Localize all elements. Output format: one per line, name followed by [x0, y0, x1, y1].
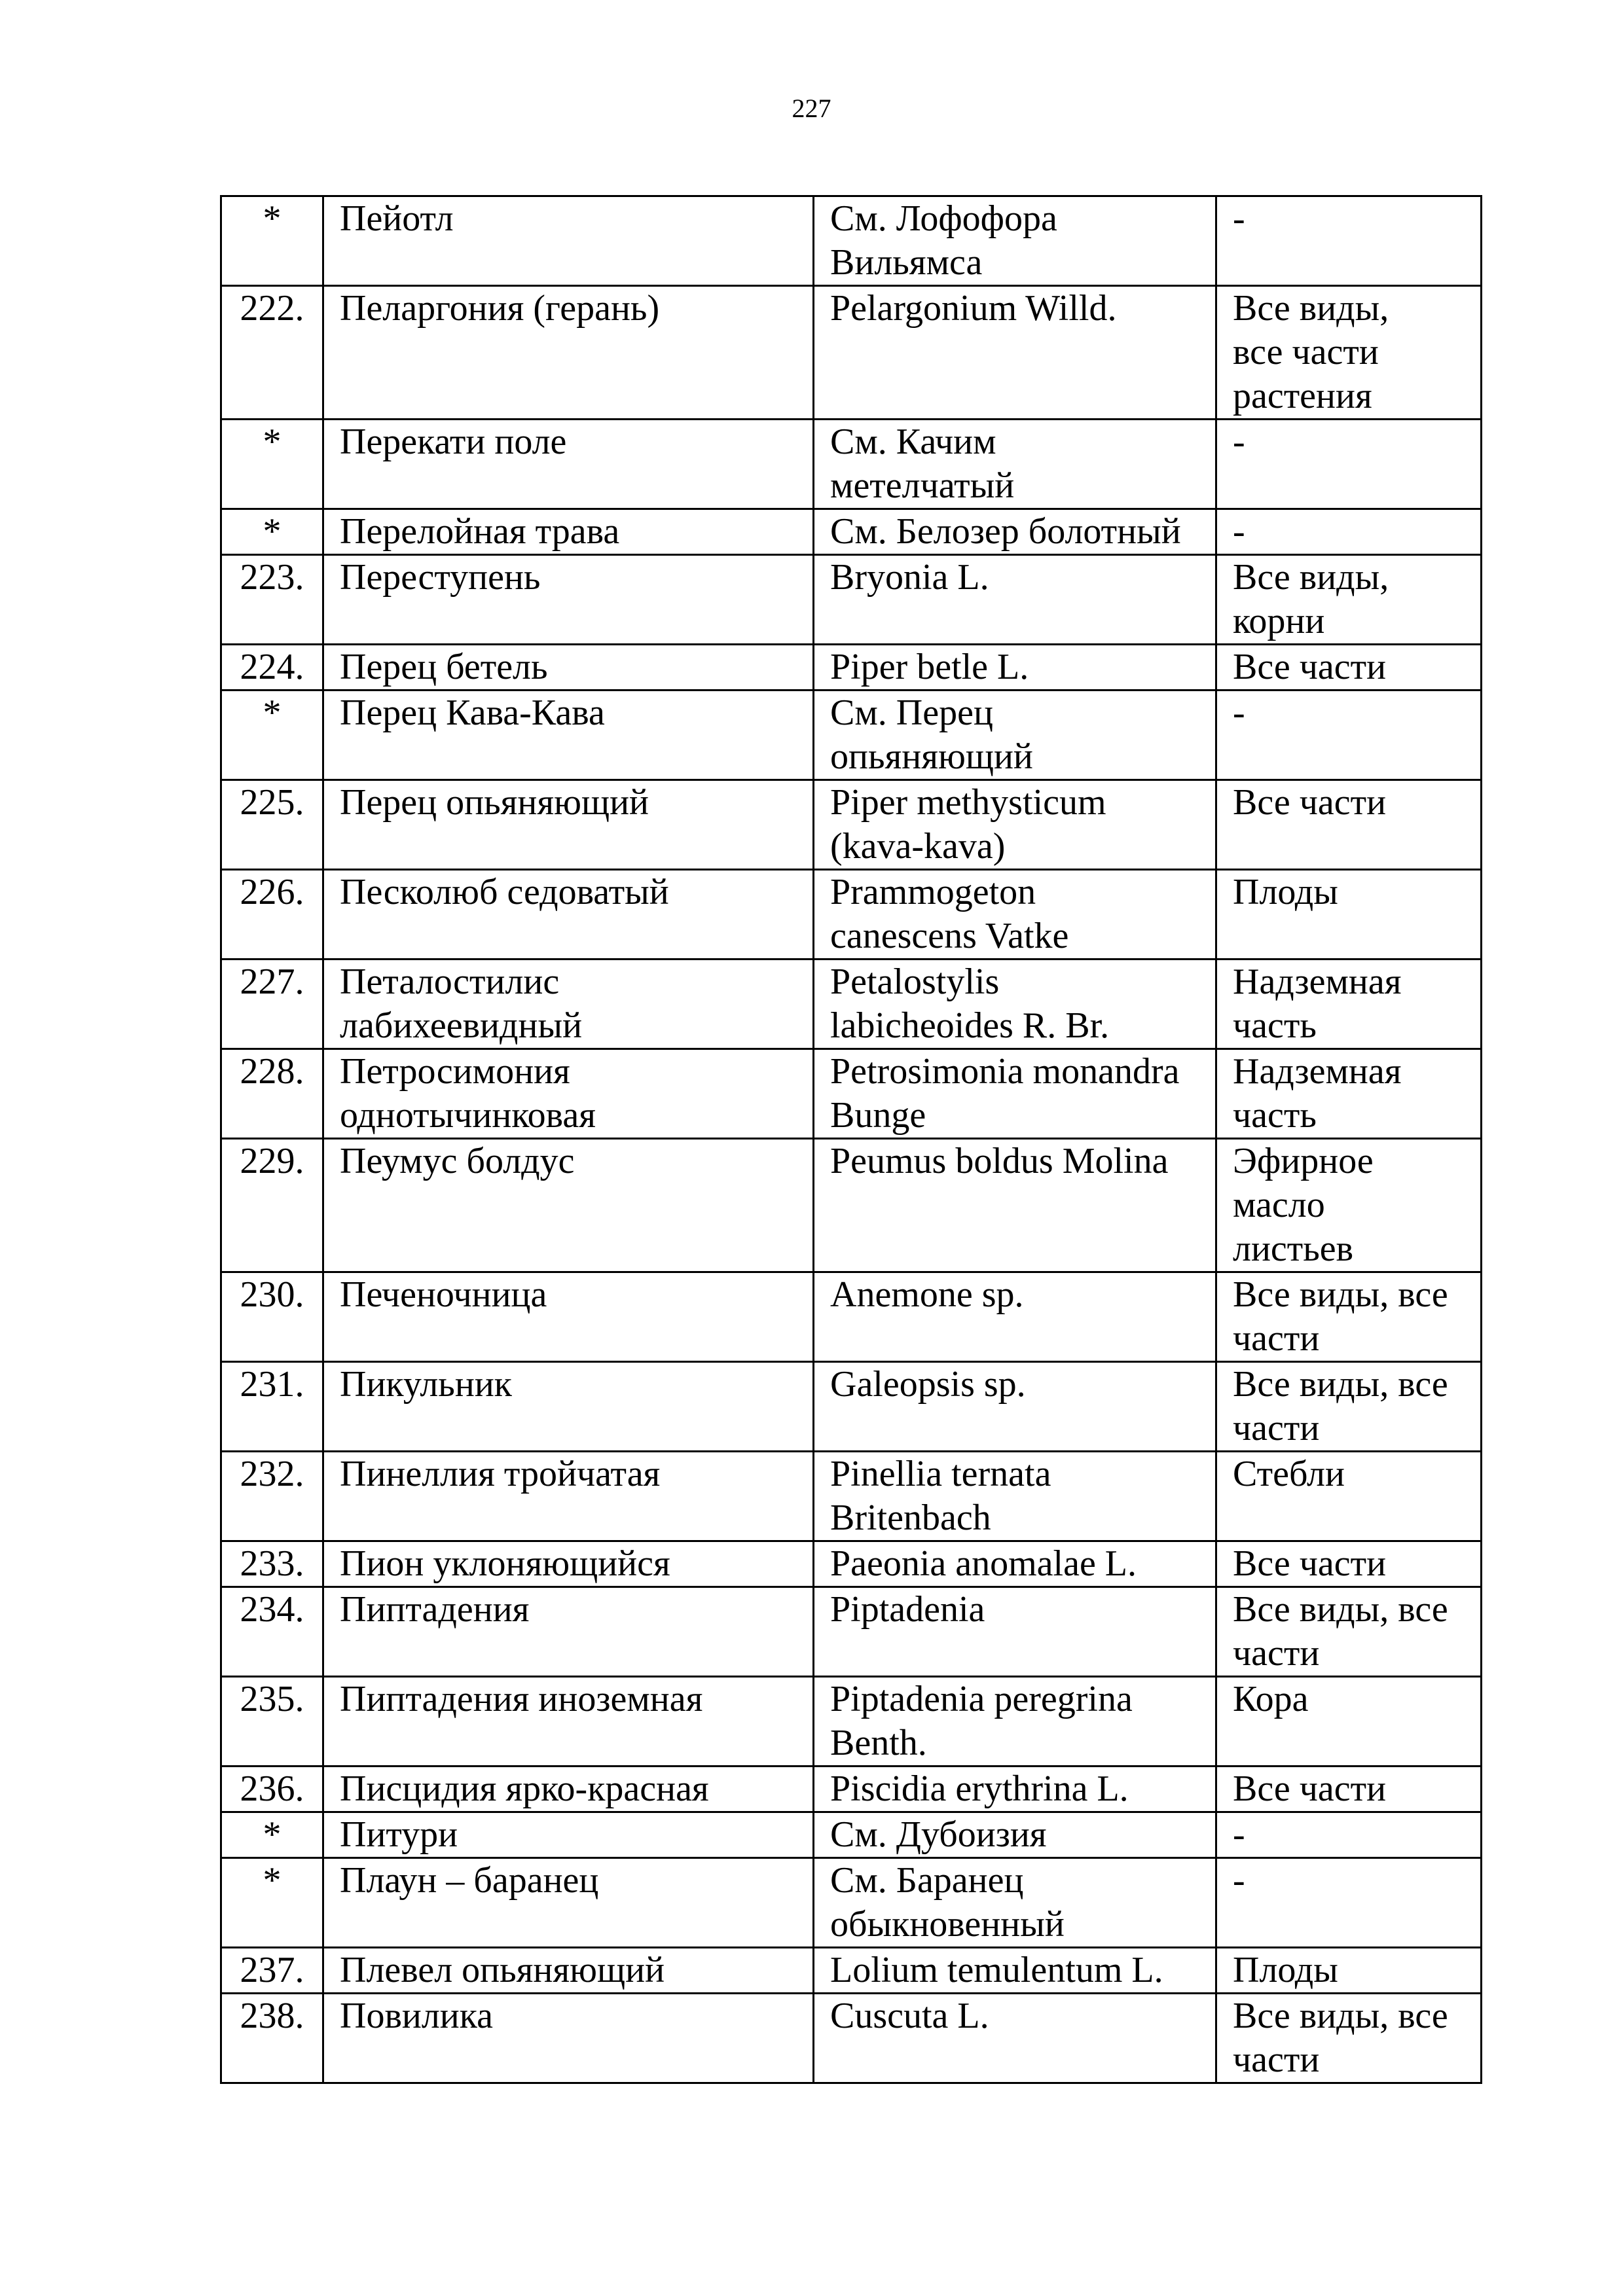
row-number: 225. [240, 782, 304, 823]
latin-name-line: Petalostylis [830, 961, 1000, 1002]
latin-name-line: Piscidia erythrina L. [830, 1768, 1129, 1809]
plant-parts-line: - [1233, 511, 1245, 552]
latin-name-cell [814, 555, 1216, 645]
russian-name-cell [323, 1948, 814, 1994]
russian-name-cell [323, 645, 814, 691]
plant-parts-cell [1216, 870, 1482, 960]
latin-name-line: См. Дубоизия [830, 1814, 1047, 1855]
russian-name-line: Писцидия ярко-красная [340, 1768, 709, 1809]
latin-name-line: См. Качим [830, 422, 996, 462]
plant-parts-cell [1216, 555, 1482, 645]
plant-parts-cell [1216, 691, 1482, 780]
table-row [221, 1858, 1482, 1948]
russian-name-cell [323, 1587, 814, 1677]
latin-name-line: Britenbach [830, 1498, 991, 1538]
russian-name-line: Перекати поле [340, 422, 567, 462]
table-row [221, 509, 1482, 555]
russian-name-line: Песколюб седоватый [340, 872, 669, 912]
russian-name-cell [323, 1858, 814, 1948]
row-number-cell [221, 1452, 323, 1541]
plant-parts-line: Надземная [1233, 1051, 1402, 1092]
plant-parts-cell [1216, 1362, 1482, 1452]
russian-name-line: Петалостилис [340, 961, 560, 1002]
plant-parts-line: - [1233, 692, 1245, 733]
russian-name-line: Пиптадения [340, 1589, 530, 1630]
row-number: 235. [240, 1679, 304, 1719]
russian-name-line: Пейотл [340, 198, 454, 239]
row-number: * [263, 1814, 282, 1855]
table-row [221, 1587, 1482, 1677]
russian-name-line: Пинеллия тройчатая [340, 1454, 661, 1494]
russian-name-cell [323, 1767, 814, 1812]
latin-name-cell [814, 420, 1216, 509]
row-number: 233. [240, 1543, 304, 1584]
table-row [221, 420, 1482, 509]
russian-name-cell [323, 509, 814, 555]
row-number-cell [221, 1858, 323, 1948]
russian-name-line: Перец Кава-Кава [340, 692, 605, 733]
latin-name-line: Piptadenia [830, 1589, 985, 1630]
latin-name-cell [814, 1049, 1216, 1139]
russian-name-cell [323, 1049, 814, 1139]
table-row [221, 960, 1482, 1049]
table-row [221, 870, 1482, 960]
row-number-cell [221, 196, 323, 286]
latin-name-cell [814, 1812, 1216, 1858]
row-number: 234. [240, 1589, 304, 1630]
russian-name-line: Повилика [340, 1996, 493, 2036]
table-row [221, 286, 1482, 420]
plant-parts-cell [1216, 1587, 1482, 1677]
table-row [221, 1452, 1482, 1541]
latin-name-line: См. Баранец [830, 1860, 1024, 1901]
russian-name-line: Петросимония [340, 1051, 570, 1092]
plant-parts-cell [1216, 1139, 1482, 1272]
russian-name-line: Плевел опьяняющий [340, 1950, 665, 1990]
row-number: * [263, 692, 282, 733]
russian-name-cell [323, 1139, 814, 1272]
plant-parts-line: Все виды, все [1233, 1364, 1448, 1405]
plant-parts-cell [1216, 960, 1482, 1049]
latin-name-cell [814, 1139, 1216, 1272]
plant-parts-line: Все виды, все [1233, 1996, 1448, 2036]
plant-parts-line: Все части [1233, 647, 1387, 687]
row-number-cell [221, 870, 323, 960]
plant-parts-cell [1216, 1994, 1482, 2083]
latin-name-cell [814, 286, 1216, 420]
russian-name-cell [323, 286, 814, 420]
russian-name-line: Плаун – баранец [340, 1860, 599, 1901]
table-row [221, 1541, 1482, 1587]
plant-parts-cell [1216, 196, 1482, 286]
russian-name-cell [323, 1362, 814, 1452]
latin-name-line: Anemone sp. [830, 1274, 1024, 1315]
row-number: * [263, 511, 282, 552]
russian-name-line: Пиптадения иноземная [340, 1679, 703, 1719]
table-row [221, 645, 1482, 691]
plant-parts-line: Все части [1233, 782, 1387, 823]
row-number: 230. [240, 1274, 304, 1315]
plant-parts-cell [1216, 1452, 1482, 1541]
latin-name-cell [814, 960, 1216, 1049]
row-number-cell [221, 691, 323, 780]
plant-parts-line: Плоды [1233, 1950, 1338, 1990]
plant-parts-cell [1216, 1858, 1482, 1948]
row-number-cell [221, 1272, 323, 1362]
table-row [221, 780, 1482, 870]
latin-name-cell [814, 870, 1216, 960]
latin-name-line: Piper methysticum [830, 782, 1106, 823]
russian-name-cell [323, 870, 814, 960]
plant-parts-line: Стебли [1233, 1454, 1345, 1494]
latin-name-line: метелчатый [830, 465, 1015, 506]
row-number-cell [221, 1139, 323, 1272]
latin-name-cell [814, 1541, 1216, 1587]
russian-name-cell [323, 196, 814, 286]
table-row [221, 196, 1482, 286]
latin-name-cell [814, 691, 1216, 780]
plant-parts-line: части [1233, 1633, 1320, 1674]
row-number: 226. [240, 872, 304, 912]
latin-name-cell [814, 1452, 1216, 1541]
plant-parts-line: - [1233, 1814, 1245, 1855]
latin-name-line: См. Лофофора [830, 198, 1057, 239]
row-number-cell [221, 286, 323, 420]
latin-name-line: Bryonia L. [830, 557, 989, 598]
row-number-cell [221, 780, 323, 870]
plant-parts-cell [1216, 645, 1482, 691]
latin-name-line: Prammogeton [830, 872, 1036, 912]
row-number-cell [221, 1677, 323, 1767]
russian-name-line: Переступень [340, 557, 541, 598]
latin-name-cell [814, 780, 1216, 870]
table-row [221, 1362, 1482, 1452]
latin-name-line: Pelargonium Willd. [830, 288, 1117, 329]
latin-name-line: canescens Vatke [830, 916, 1069, 956]
plant-parts-line: Все виды, [1233, 557, 1389, 598]
plant-parts-line: Все виды, все [1233, 1274, 1448, 1315]
russian-name-cell [323, 1812, 814, 1858]
russian-name-line: однотычинковая [340, 1095, 596, 1136]
row-number-cell [221, 645, 323, 691]
latin-name-cell [814, 196, 1216, 286]
russian-name-line: Перец бетель [340, 647, 548, 687]
table-body [221, 196, 1482, 2083]
row-number: 222. [240, 288, 304, 329]
plant-parts-cell [1216, 1812, 1482, 1858]
latin-name-line: labicheoides R. Br. [830, 1005, 1110, 1046]
latin-name-line: Lolium temulentum L. [830, 1950, 1163, 1990]
page-number: 227 [792, 94, 831, 123]
latin-name-line: Paeonia anomalae L. [830, 1543, 1137, 1584]
plant-parts-line: Кора [1233, 1679, 1309, 1719]
plant-parts-line: масло [1233, 1185, 1325, 1225]
plant-parts-line: - [1233, 198, 1245, 239]
latin-name-cell [814, 1677, 1216, 1767]
plant-parts-cell [1216, 420, 1482, 509]
russian-name-line: Перелойная трава [340, 511, 620, 552]
plant-parts-cell [1216, 1948, 1482, 1994]
latin-name-line: опьяняющий [830, 736, 1033, 777]
russian-name-line: Питури [340, 1814, 458, 1855]
plant-table [220, 195, 1482, 2084]
table-row [221, 1139, 1482, 1272]
row-number: * [263, 1860, 282, 1901]
table-row [221, 1677, 1482, 1767]
latin-name-cell [814, 1948, 1216, 1994]
latin-name-cell [814, 645, 1216, 691]
row-number-cell [221, 960, 323, 1049]
latin-name-line: Вильямса [830, 242, 983, 283]
plant-parts-line: части [1233, 2039, 1320, 2080]
russian-name-cell [323, 691, 814, 780]
russian-name-cell [323, 960, 814, 1049]
plant-parts-cell [1216, 1541, 1482, 1587]
latin-name-line: См. Белозер болотный [830, 511, 1181, 552]
plant-parts-cell [1216, 780, 1482, 870]
plant-parts-line: - [1233, 1860, 1245, 1901]
plant-parts-line: корни [1233, 601, 1325, 641]
russian-name-cell [323, 780, 814, 870]
plant-parts-cell [1216, 1677, 1482, 1767]
plant-parts-line: - [1233, 422, 1245, 462]
russian-name-line: Перец опьяняющий [340, 782, 649, 823]
table-row [221, 1812, 1482, 1858]
row-number: 238. [240, 1996, 304, 2036]
latin-name-line: обыкновенный [830, 1904, 1065, 1945]
plant-parts-line: часть [1233, 1005, 1317, 1046]
latin-name-line: См. Перец [830, 692, 993, 733]
plant-parts-line: Все части [1233, 1768, 1387, 1809]
table-row [221, 1272, 1482, 1362]
plant-parts-line: все части [1233, 332, 1379, 372]
plant-parts-line: части [1233, 1408, 1320, 1448]
row-number: 232. [240, 1454, 304, 1494]
russian-name-cell [323, 555, 814, 645]
russian-name-line: Пеларгония (герань) [340, 288, 660, 329]
russian-name-cell [323, 1541, 814, 1587]
row-number-cell [221, 1049, 323, 1139]
plant-parts-line: Все виды, [1233, 288, 1389, 329]
latin-name-cell [814, 1994, 1216, 2083]
row-number: 236. [240, 1768, 304, 1809]
plant-parts-line: Надземная [1233, 961, 1402, 1002]
plant-parts-cell [1216, 509, 1482, 555]
plant-parts-cell [1216, 1272, 1482, 1362]
plant-parts-line: Все части [1233, 1543, 1387, 1584]
plant-parts-line: Эфирное [1233, 1141, 1374, 1181]
latin-name-cell [814, 1272, 1216, 1362]
row-number: 223. [240, 557, 304, 598]
plant-parts-line: растения [1233, 376, 1372, 416]
row-number-cell [221, 509, 323, 555]
table-row [221, 555, 1482, 645]
latin-name-line: Piptadenia peregrina [830, 1679, 1133, 1719]
row-number: * [263, 198, 282, 239]
latin-name-line: Piper betle L. [830, 647, 1029, 687]
latin-name-line: Peumus boldus Molina [830, 1141, 1169, 1181]
plant-parts-cell [1216, 286, 1482, 420]
plant-parts-line: листьев [1233, 1229, 1354, 1269]
row-number-cell [221, 1587, 323, 1677]
row-number: * [263, 422, 282, 462]
latin-name-line: Benth. [830, 1723, 927, 1763]
plant-parts-line: Все виды, все [1233, 1589, 1448, 1630]
plant-parts-line: части [1233, 1318, 1320, 1359]
russian-name-cell [323, 420, 814, 509]
latin-name-line: Pinellia ternata [830, 1454, 1051, 1494]
latin-name-line: Bunge [830, 1095, 926, 1136]
row-number-cell [221, 1541, 323, 1587]
row-number: 231. [240, 1364, 304, 1405]
russian-name-line: Пион уклоняющийся [340, 1543, 670, 1584]
row-number-cell [221, 555, 323, 645]
latin-name-line: Galeopsis sp. [830, 1364, 1026, 1405]
table-row [221, 691, 1482, 780]
plant-parts-line: Плоды [1233, 872, 1338, 912]
russian-name-cell [323, 1677, 814, 1767]
row-number-cell [221, 1948, 323, 1994]
plant-parts-line: часть [1233, 1095, 1317, 1136]
row-number-cell [221, 1812, 323, 1858]
russian-name-cell [323, 1452, 814, 1541]
latin-name-cell [814, 1362, 1216, 1452]
row-number: 228. [240, 1051, 304, 1092]
latin-name-line: Cuscuta L. [830, 1996, 989, 2036]
russian-name-line: лабихеевидный [340, 1005, 583, 1046]
russian-name-line: Пеумус болдус [340, 1141, 575, 1181]
row-number: 229. [240, 1141, 304, 1181]
latin-name-cell [814, 509, 1216, 555]
latin-name-cell [814, 1858, 1216, 1948]
row-number-cell [221, 420, 323, 509]
latin-name-cell [814, 1587, 1216, 1677]
row-number: 237. [240, 1950, 304, 1990]
russian-name-cell [323, 1272, 814, 1362]
row-number-cell [221, 1767, 323, 1812]
table-row [221, 1994, 1482, 2083]
plant-parts-cell [1216, 1049, 1482, 1139]
russian-name-line: Пикульник [340, 1364, 512, 1405]
plant-parts-cell [1216, 1767, 1482, 1812]
latin-name-line: Petrosimonia monandra [830, 1051, 1180, 1092]
table-row [221, 1049, 1482, 1139]
latin-name-line: (kava-kava) [830, 826, 1006, 867]
table-row [221, 1767, 1482, 1812]
russian-name-cell [323, 1994, 814, 2083]
latin-name-cell [814, 1767, 1216, 1812]
row-number-cell [221, 1362, 323, 1452]
row-number: 224. [240, 647, 304, 687]
table-row [221, 1948, 1482, 1994]
row-number-cell [221, 1994, 323, 2083]
russian-name-line: Печеночница [340, 1274, 547, 1315]
row-number: 227. [240, 961, 304, 1002]
